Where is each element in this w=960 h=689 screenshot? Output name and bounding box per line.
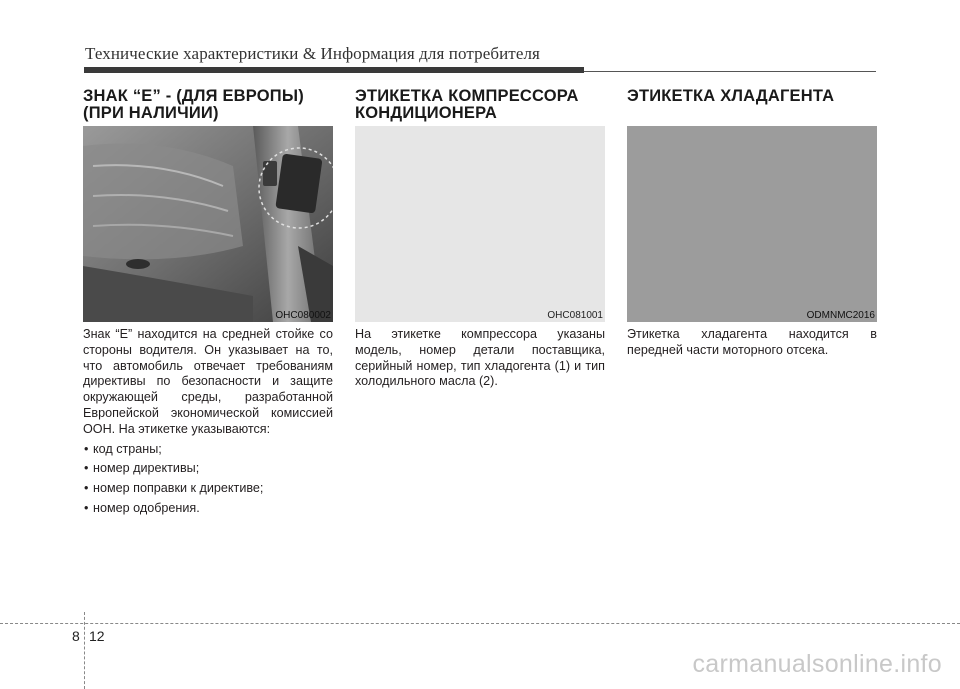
section-title-line: ЗНАК “Е” - (ДЛЯ ЕВРОПЫ) bbox=[83, 87, 304, 105]
section-e-mark bbox=[83, 88, 333, 521]
section-body-text: Этикетка хладагента находится в передней части моторного отсека. bbox=[627, 327, 877, 357]
seat-pillar-illustration bbox=[83, 126, 333, 322]
bullet-glyph: • bbox=[84, 481, 89, 496]
page-header-title: Технические характеристики & Информация для потребителя bbox=[85, 44, 540, 63]
bullet-glyph: • bbox=[84, 441, 89, 456]
footer-divider bbox=[0, 623, 960, 624]
section-title-line: ЭТИКЕТКА КОМПРЕССОРА bbox=[355, 87, 579, 105]
figure-compressor-placeholder bbox=[355, 126, 605, 322]
section-title-line: (ПРИ НАЛИЧИИ) bbox=[83, 104, 219, 122]
section-title bbox=[355, 88, 605, 124]
figure-code: OHC080002 bbox=[275, 310, 331, 321]
footer-vertical-divider bbox=[84, 612, 85, 689]
section-title bbox=[627, 88, 877, 124]
section-body-text: Знак “Е” находится на средней стойке со стороны водителя. Он указывает на то, что автомобиль отвечает требованиям директивы по безопасности и защите окружающей среды, разработанной Европейской экономической комиссией ООН. На этикетке указываются: bbox=[83, 327, 333, 436]
figure-seat-pillar-photo bbox=[83, 126, 333, 322]
section-compressor-label bbox=[355, 88, 605, 390]
page-number: 12 bbox=[89, 628, 105, 644]
chapter-number: 8 bbox=[72, 628, 80, 644]
list-item: • номер поправки к директиве; bbox=[84, 481, 264, 496]
header-rule-thin bbox=[584, 71, 876, 72]
figure-refrigerant-placeholder bbox=[627, 126, 877, 322]
section-refrigerant-label bbox=[627, 88, 877, 359]
bullet-glyph: • bbox=[84, 500, 89, 515]
list-item: • номер одобрения. bbox=[84, 500, 200, 515]
watermark: carmanualsonline.info bbox=[692, 650, 942, 678]
list-item: • номер директивы; bbox=[84, 461, 200, 476]
figure-code: OHC081001 bbox=[547, 310, 603, 321]
section-title-line: КОНДИЦИОНЕРА bbox=[355, 104, 497, 122]
bullet-list bbox=[83, 442, 333, 517]
section-body-text: На этикетке компрессора указаны модель, номер детали поставщика, серийный номер, тип хладогента (1) и тип холодильного масла (2). bbox=[355, 327, 605, 389]
list-item: • код страны; bbox=[84, 441, 162, 456]
figure-code: ODMNMC2016 bbox=[806, 310, 875, 321]
bullet-glyph: • bbox=[84, 461, 89, 476]
section-title-line: ЭТИКЕТКА ХЛАДАГЕНТА bbox=[627, 87, 835, 105]
header-rule-thick bbox=[84, 67, 584, 73]
section-title bbox=[83, 88, 333, 124]
